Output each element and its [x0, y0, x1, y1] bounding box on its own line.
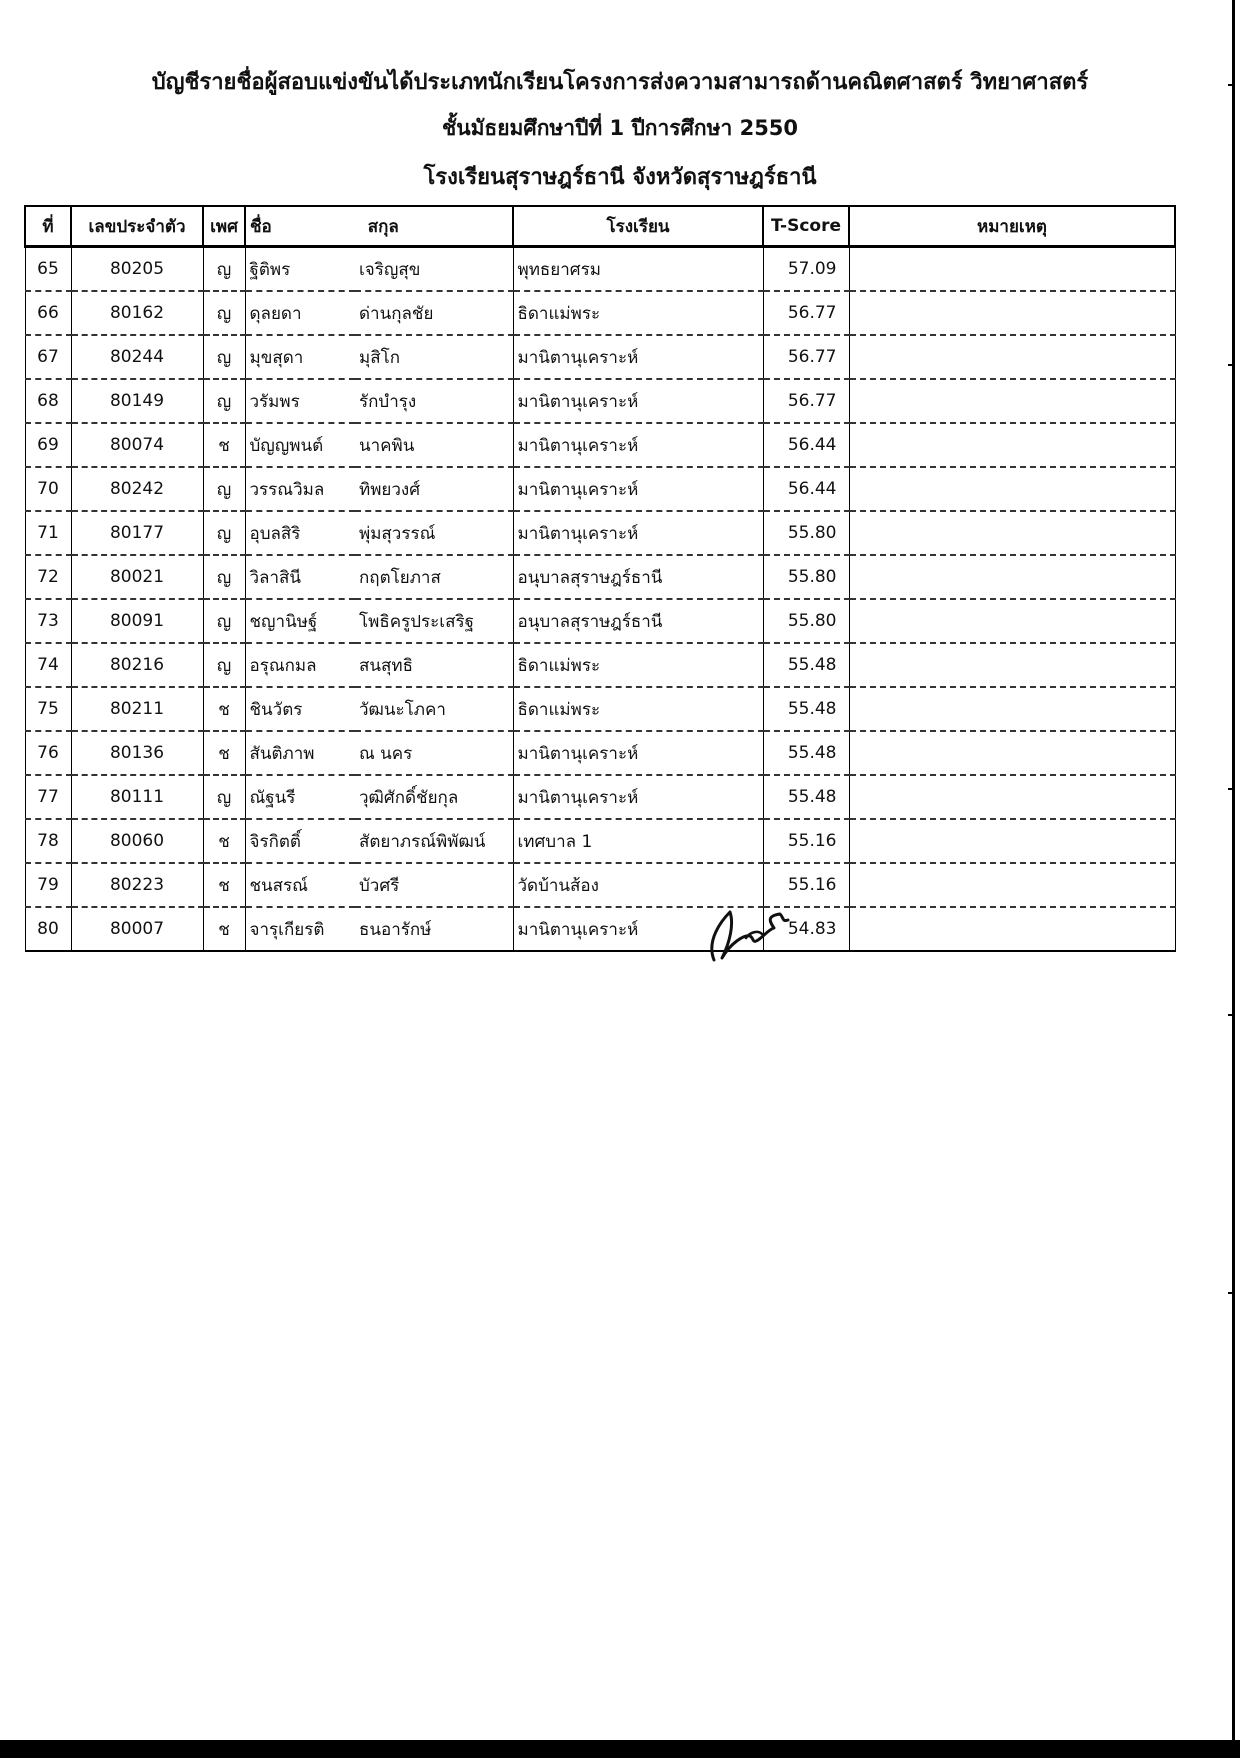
edge-tick: [1228, 1292, 1234, 1294]
table-row: [25, 555, 1175, 599]
header-remark: หมายเหตุ: [849, 206, 1175, 247]
t-score-cell: 55.48: [763, 731, 849, 775]
edge-tick: [1228, 788, 1234, 790]
remark-cell: [849, 863, 1175, 907]
sex-cell: ช: [203, 907, 245, 951]
first-name-cell: ชนสรณ์: [245, 863, 355, 907]
last-name-cell: ธนอารักษ์: [355, 907, 513, 951]
t-score-cell: 55.48: [763, 775, 849, 819]
school-cell: มานิตานุเคราะห์: [513, 907, 763, 951]
last-name-cell: ณ นคร: [355, 731, 513, 775]
school-cell: มานิตานุเคราะห์: [513, 511, 763, 555]
sex-cell: ญ: [203, 335, 245, 379]
remark-cell: [849, 599, 1175, 643]
school-cell: อนุบาลสุราษฎร์ธานี: [513, 599, 763, 643]
row-no: 77: [25, 775, 71, 819]
sex-cell: ญ: [203, 599, 245, 643]
remark-cell: [849, 467, 1175, 511]
edge-tick: [1228, 364, 1234, 366]
first-name-cell: วรรณวิมล: [245, 467, 355, 511]
row-no: 69: [25, 423, 71, 467]
table-row: [25, 467, 1175, 511]
remark-cell: [849, 247, 1175, 292]
table-row: [25, 687, 1175, 731]
table-row: [25, 379, 1175, 423]
student-id-cell: 80211: [71, 687, 203, 731]
first-name-cell: บัญญพนต์: [245, 423, 355, 467]
t-score-cell: 55.80: [763, 511, 849, 555]
sex-cell: ญ: [203, 643, 245, 687]
header-no: ที่: [25, 206, 71, 247]
school-cell: มานิตานุเคราะห์: [513, 423, 763, 467]
t-score-cell: 56.44: [763, 467, 849, 511]
row-no: 73: [25, 599, 71, 643]
student-id-cell: 80111: [71, 775, 203, 819]
last-name-cell: สนสุทธิ: [355, 643, 513, 687]
student-id-cell: 80244: [71, 335, 203, 379]
t-score-cell: 55.48: [763, 643, 849, 687]
sex-cell: ญ: [203, 247, 245, 292]
table-row: [25, 643, 1175, 687]
sex-cell: ช: [203, 423, 245, 467]
row-no: 78: [25, 819, 71, 863]
sex-cell: ช: [203, 731, 245, 775]
t-score-cell: 55.80: [763, 555, 849, 599]
table-row: [25, 423, 1175, 467]
first-name-cell: อุบลสิริ: [245, 511, 355, 555]
last-name-cell: โพธิครูประเสริฐ: [355, 599, 513, 643]
handwritten-signature: [700, 900, 796, 966]
school-cell: อนุบาลสุราษฎร์ธานี: [513, 555, 763, 599]
student-id-cell: 80149: [71, 379, 203, 423]
remark-cell: [849, 511, 1175, 555]
last-name-cell: วัฒนะโภคา: [355, 687, 513, 731]
header-first-name: ชื่อ: [250, 216, 272, 237]
row-no: 68: [25, 379, 71, 423]
last-name-cell: บัวศรี: [355, 863, 513, 907]
t-score-cell: 56.44: [763, 423, 849, 467]
last-name-cell: สัตยาภรณ์พิพัฒน์: [355, 819, 513, 863]
t-score-cell: 54.83: [763, 907, 849, 951]
last-name-cell: รักบำรุง: [355, 379, 513, 423]
t-score-cell: 56.77: [763, 379, 849, 423]
sex-cell: ช: [203, 863, 245, 907]
row-no: 65: [25, 247, 71, 292]
sex-cell: ญ: [203, 555, 245, 599]
student-id-cell: 80177: [71, 511, 203, 555]
remark-cell: [849, 687, 1175, 731]
results-table: [24, 205, 1176, 952]
first-name-cell: วิลาสินี: [245, 555, 355, 599]
page-edge-right: [1232, 0, 1235, 1758]
last-name-cell: มุสิโก: [355, 335, 513, 379]
first-name-cell: ฐิติพร: [245, 247, 355, 292]
table-row: [25, 335, 1175, 379]
sex-cell: ญ: [203, 291, 245, 335]
t-score-cell: 56.77: [763, 335, 849, 379]
student-id-cell: 80242: [71, 467, 203, 511]
student-id-cell: 80074: [71, 423, 203, 467]
remark-cell: [849, 423, 1175, 467]
first-name-cell: ดุลยดา: [245, 291, 355, 335]
first-name-cell: สันติภาพ: [245, 731, 355, 775]
sex-cell: ช: [203, 687, 245, 731]
school-cell: ธิดาแม่พระ: [513, 291, 763, 335]
student-id-cell: 80091: [71, 599, 203, 643]
remark-cell: [849, 643, 1175, 687]
school-cell: มานิตานุเคราะห์: [513, 467, 763, 511]
sex-cell: ช: [203, 819, 245, 863]
page-edge-bottom: [0, 1740, 1240, 1758]
row-no: 72: [25, 555, 71, 599]
school-cell: มานิตานุเคราะห์: [513, 731, 763, 775]
row-no: 75: [25, 687, 71, 731]
school-cell: ธิดาแม่พระ: [513, 643, 763, 687]
last-name-cell: วุฒิศักดิ์ชัยกุล: [355, 775, 513, 819]
row-no: 66: [25, 291, 71, 335]
table-row: [25, 775, 1175, 819]
student-id-cell: 80223: [71, 863, 203, 907]
table-row: [25, 731, 1175, 775]
last-name-cell: พุ่มสุวรรณ์: [355, 511, 513, 555]
remark-cell: [849, 291, 1175, 335]
school-heading: โรงเรียนสุราษฎร์ธานี จังหวัดสุราษฎร์ธานี: [423, 165, 817, 190]
student-id-cell: 80205: [71, 247, 203, 292]
row-no: 79: [25, 863, 71, 907]
first-name-cell: จิรกิตติ์: [245, 819, 355, 863]
row-no: 76: [25, 731, 71, 775]
last-name-cell: นาคพิน: [355, 423, 513, 467]
row-no: 80: [25, 907, 71, 951]
table-row: [25, 819, 1175, 863]
table-row: [25, 863, 1175, 907]
school-cell: วัดบ้านส้อง: [513, 863, 763, 907]
row-no: 74: [25, 643, 71, 687]
table-row: [25, 907, 1175, 951]
t-score-cell: 55.16: [763, 863, 849, 907]
last-name-cell: กฤตโยภาส: [355, 555, 513, 599]
school-cell: เทศบาล 1: [513, 819, 763, 863]
t-score-cell: 55.48: [763, 687, 849, 731]
last-name-cell: ทิพยวงศ์: [355, 467, 513, 511]
remark-cell: [849, 731, 1175, 775]
header-name: [245, 206, 513, 247]
remark-cell: [849, 907, 1175, 951]
student-id-cell: 80136: [71, 731, 203, 775]
remark-cell: [849, 335, 1175, 379]
sex-cell: ญ: [203, 379, 245, 423]
table-row: [25, 599, 1175, 643]
school-cell: มานิตานุเคราะห์: [513, 775, 763, 819]
student-id-cell: 80216: [71, 643, 203, 687]
first-name-cell: จารุเกียรติ: [245, 907, 355, 951]
student-id-cell: 80060: [71, 819, 203, 863]
row-no: 67: [25, 335, 71, 379]
school-cell: ธิดาแม่พระ: [513, 687, 763, 731]
remark-cell: [849, 379, 1175, 423]
student-id-cell: 80021: [71, 555, 203, 599]
header-student-id: เลขประจำตัว: [71, 206, 203, 247]
student-id-cell: 80162: [71, 291, 203, 335]
t-score-cell: 56.77: [763, 291, 849, 335]
document-subtitle: ชั้นมัธยมศึกษาปีที่ 1 ปีการศึกษา 2550: [441, 116, 799, 140]
header-sex: เพศ: [203, 206, 245, 247]
row-no: 70: [25, 467, 71, 511]
student-id-cell: 80007: [71, 907, 203, 951]
first-name-cell: มุขสุดา: [245, 335, 355, 379]
school-cell: มานิตานุเคราะห์: [513, 379, 763, 423]
first-name-cell: ณัฐนรี: [245, 775, 355, 819]
first-name-cell: อรุณกมล: [245, 643, 355, 687]
sex-cell: ญ: [203, 775, 245, 819]
document-title: บัญชีรายชื่อผู้สอบแข่งขันได้ประเภทนักเรียนโครงการส่งความสามารถด้านคณิตศาสตร์ วิทยาศาสตร์: [151, 70, 1089, 95]
school-cell: มานิตานุเคราะห์: [513, 335, 763, 379]
sex-cell: ญ: [203, 467, 245, 511]
first-name-cell: ชินวัตร: [245, 687, 355, 731]
last-name-cell: เจริญสุข: [355, 247, 513, 292]
row-no: 71: [25, 511, 71, 555]
header-t-score: T-Score: [763, 206, 849, 247]
remark-cell: [849, 555, 1175, 599]
remark-cell: [849, 775, 1175, 819]
table-row: [25, 247, 1175, 292]
last-name-cell: ด่านกุลชัย: [355, 291, 513, 335]
header-last-name: สกุล: [367, 216, 399, 237]
table-row: [25, 291, 1175, 335]
t-score-cell: 55.16: [763, 819, 849, 863]
table-header-row: [25, 206, 1175, 247]
first-name-cell: วรัมพร: [245, 379, 355, 423]
table-row: [25, 511, 1175, 555]
t-score-cell: 55.80: [763, 599, 849, 643]
header-school: โรงเรียน: [513, 206, 763, 247]
first-name-cell: ชญานิษฐ์: [245, 599, 355, 643]
edge-tick: [1228, 1014, 1234, 1016]
remark-cell: [849, 819, 1175, 863]
school-cell: พุทธยาศรม: [513, 247, 763, 292]
t-score-cell: 57.09: [763, 247, 849, 292]
sex-cell: ญ: [203, 511, 245, 555]
